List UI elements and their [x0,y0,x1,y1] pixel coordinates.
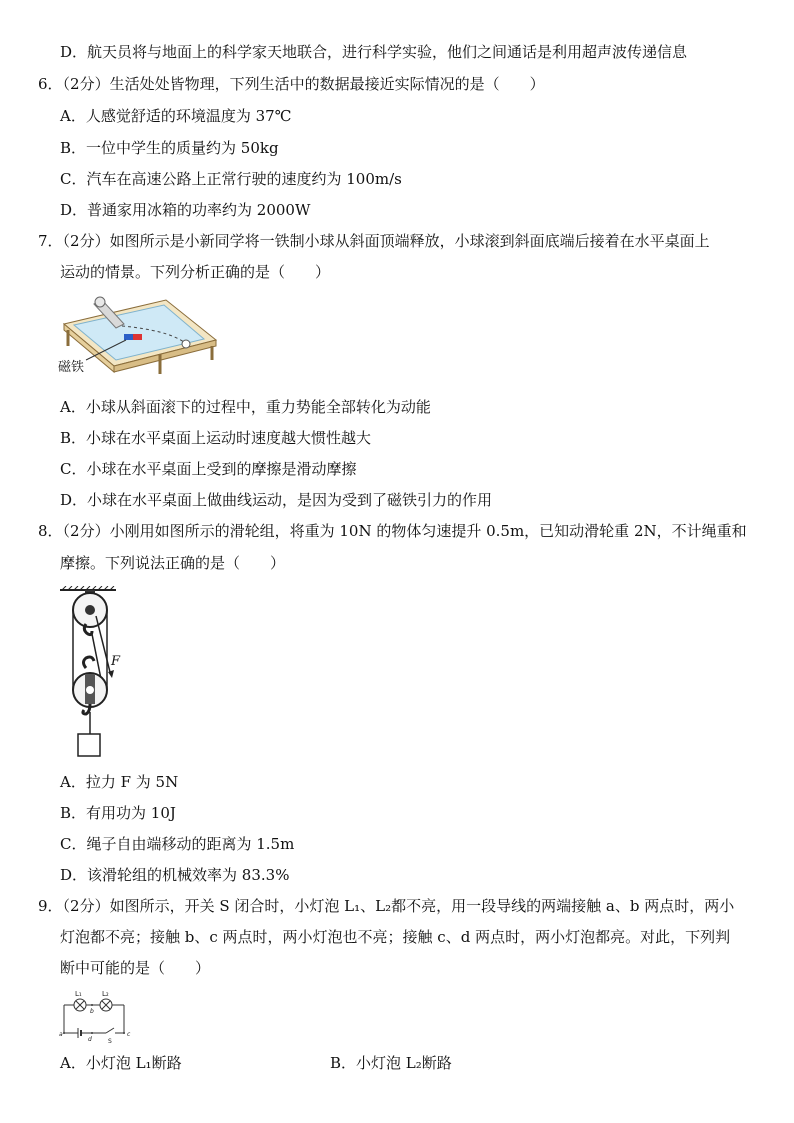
q7-magnet-label: 磁铁 [58,360,85,375]
q6-option-d: D．普通家用冰箱的功率约为 2000W [60,201,311,219]
q9-label-l2: L₂ [102,990,109,998]
q9-label-s: S [108,1038,112,1045]
q8-option-b: B．有用功为 10J [60,804,176,822]
q6-option-a: A．人感觉舒适的环境温度为 37℃ [60,107,292,125]
q7-option-c: C．小球在水平桌面上受到的摩擦是滑动摩擦 [60,460,357,478]
q7-option-a: A．小球从斜面滚下的过程中，重力势能全部转化为动能 [60,398,431,416]
q8-option-a: A．拉力 F 为 5N [60,773,179,791]
q6-option-b: B．一位中学生的质量约为 50kg [60,139,279,157]
q9-circuit-figure [58,985,138,1045]
q9-label-a: a [59,1031,63,1038]
q9-stem-line1: 9．（2分）如图所示，开关 S 闭合时，小灯泡 L₁、L₂都不亮，用一段导线的两端接触 a、b 两点时，两小 [38,897,735,915]
q5-option-d: D．航天员将与地面上的科学家天地联合，进行科学实验，他们之间通话是利用超声波传递信息 [60,43,688,61]
q9-stem-line2: 灯泡都不亮；接触 b、c 两点时，两小灯泡也不亮；接触 c、d 两点时，两小灯泡都亮。对此，下列判 [60,928,731,946]
q8-force-label: F [111,654,121,669]
q8-stem-line2: 摩擦。下列说法正确的是（ ） [60,554,286,572]
q9-label-l1: L₁ [75,990,82,998]
q8-option-c: C．绳子自由端移动的距离为 1.5m [60,835,295,853]
q9-option-b: B．小灯泡 L₂断路 [330,1054,452,1072]
q7-stem-line1: 7．（2分）如图所示是小新同学将一铁制小球从斜面顶端释放，小球滚到斜面底端后接着在水平桌面上 [38,232,710,250]
q9-label-c: c [127,1031,131,1038]
q9-stem-line3: 断中可能的是（ ） [60,959,211,977]
q6-stem: 6．（2分）生活处处皆物理，下列生活中的数据最接近实际情况的是（ ） [38,75,545,93]
q7-option-d: D．小球在水平桌面上做曲线运动，是因为受到了磁铁引力的作用 [60,491,493,509]
q7-stem-line2: 运动的情景。下列分析正确的是（ ） [60,263,331,281]
q8-option-d: D．该滑轮组的机械效率为 83.3% [60,866,290,884]
q6-option-c: C．汽车在高速公路上正常行驶的速度约为 100m/s [60,170,402,188]
q9-label-b: b [90,1008,94,1015]
q8-stem-line1: 8．（2分）小刚用如图所示的滑轮组，将重为 10N 的物体匀速提升 0.5m，已知动滑轮重 2N，不计绳重和 [38,522,747,540]
q8-pulley-figure [56,586,136,758]
q9-option-a: A．小灯泡 L₁断路 [60,1054,182,1072]
q7-option-b: B．小球在水平桌面上运动时速度越大惯性越大 [60,429,372,447]
q9-label-d: d [88,1036,92,1043]
